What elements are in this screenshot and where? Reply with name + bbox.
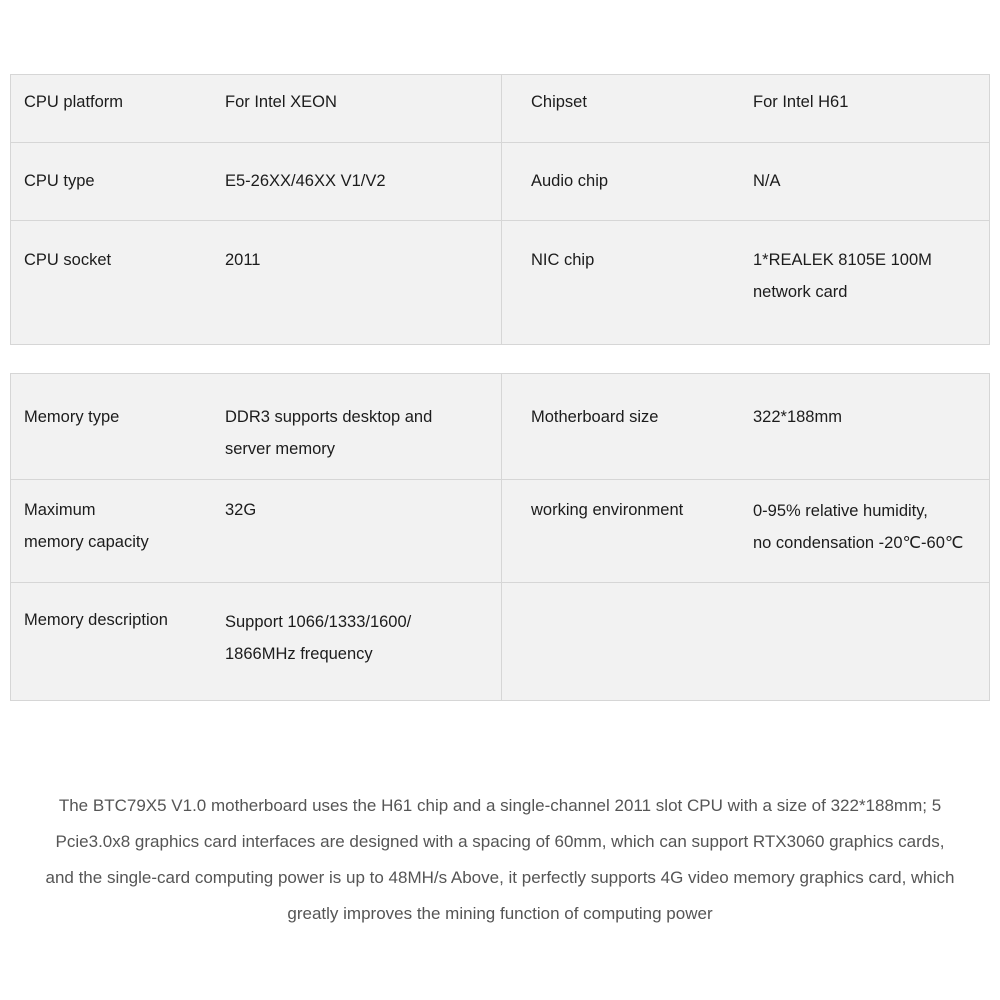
- spec-value: E5-26XX/46XX V1/V2: [225, 172, 386, 190]
- spec-label: Maximum memory capacity: [24, 501, 149, 551]
- spec-label: working environment: [531, 501, 684, 519]
- spec-label: NIC chip: [531, 251, 595, 269]
- spec-label: CPU platform: [24, 93, 124, 111]
- spec-value: For Intel XEON: [225, 93, 337, 111]
- table-row: [11, 374, 989, 480]
- table-row: [11, 221, 989, 344]
- product-description: The BTC79X5 V1.0 motherboard uses the H61 chip and a single-channel 2011 slot CPU with a size of 322*188mm; 5 Pcie3.0x8 graphics card interfaces are designed with a spacing of 60mm, which can support RTX3060 graphics cards, and the single-card computing power is up to 48MH/s Above, it perfectly supports 4G video memory graphics card, which greatly improves the mining function of computing power: [45, 796, 955, 923]
- spec-label: Motherboard size: [531, 408, 659, 426]
- spec-value: 32G: [225, 501, 257, 519]
- spec-value: 0-95% relative humidity, no condensation -20℃-60℃: [753, 502, 964, 552]
- spec-label: Audio chip: [531, 172, 609, 190]
- spec-table-cpu: [10, 74, 990, 345]
- spec-value: For Intel H61: [753, 93, 849, 111]
- spec-value: 1*REALEK 8105E 100M network card: [753, 251, 932, 301]
- spec-value: N/A: [753, 172, 781, 190]
- table-row: [11, 480, 989, 583]
- spec-value: Support 1066/1333/1600/ 1866MHz frequency: [225, 613, 412, 663]
- spec-label: CPU socket: [24, 251, 112, 269]
- spec-value: 2011: [225, 251, 261, 269]
- spec-value: DDR3 supports desktop and server memory: [225, 408, 433, 458]
- spec-value: 322*188mm: [753, 408, 842, 426]
- table-row: [11, 75, 989, 143]
- spec-table-memory: [10, 373, 990, 701]
- spec-label: Chipset: [531, 93, 587, 111]
- spec-label: CPU type: [24, 172, 95, 190]
- table-row: [11, 143, 989, 221]
- spec-label: Memory description: [24, 611, 168, 629]
- table-row: [11, 583, 989, 700]
- spec-label: Memory type: [24, 408, 120, 426]
